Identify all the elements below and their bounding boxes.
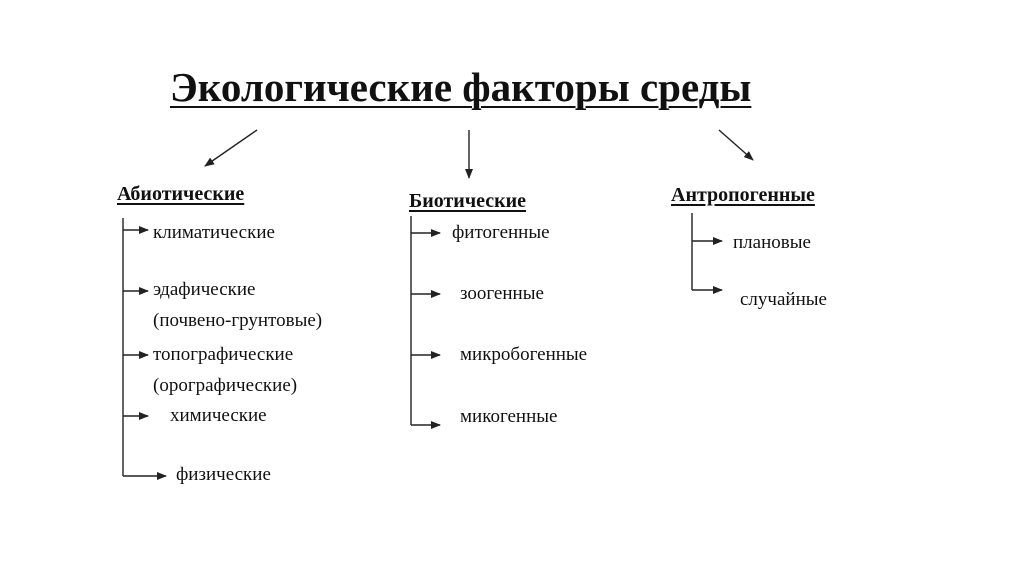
abiotic-item-chemical: химические [170, 405, 267, 426]
biotic-item-mycogenic: микогенные [460, 406, 558, 427]
abiotic-item-climatic: климатические [153, 222, 275, 243]
anthropogenic-item-random: случайные [740, 289, 827, 310]
biotic-item-microbogenic: микробогенные [460, 344, 588, 365]
diagram-title: Экологические факторы среды [170, 64, 752, 110]
abiotic-item-topographic: топографические (орографические) [153, 344, 298, 396]
biotic-item-phytogenic: фитогенные [452, 222, 550, 243]
anthropogenic-item-planned: плановые [733, 232, 811, 253]
arrow-to-abiotic [205, 130, 257, 166]
arrow-to-anthropogenic [719, 130, 753, 160]
biotic-item-zoogenic: зоогенные [460, 283, 544, 304]
abiotic-item-physical: физические [176, 464, 271, 485]
category-anthropogenic-heading: Антропогенные [671, 184, 815, 206]
category-biotic-heading: Биотические [409, 190, 527, 212]
category-abiotic-heading: Абиотические [117, 183, 245, 205]
abiotic-item-edaphic: эдафические (почвено-грунтовые) [153, 279, 323, 331]
